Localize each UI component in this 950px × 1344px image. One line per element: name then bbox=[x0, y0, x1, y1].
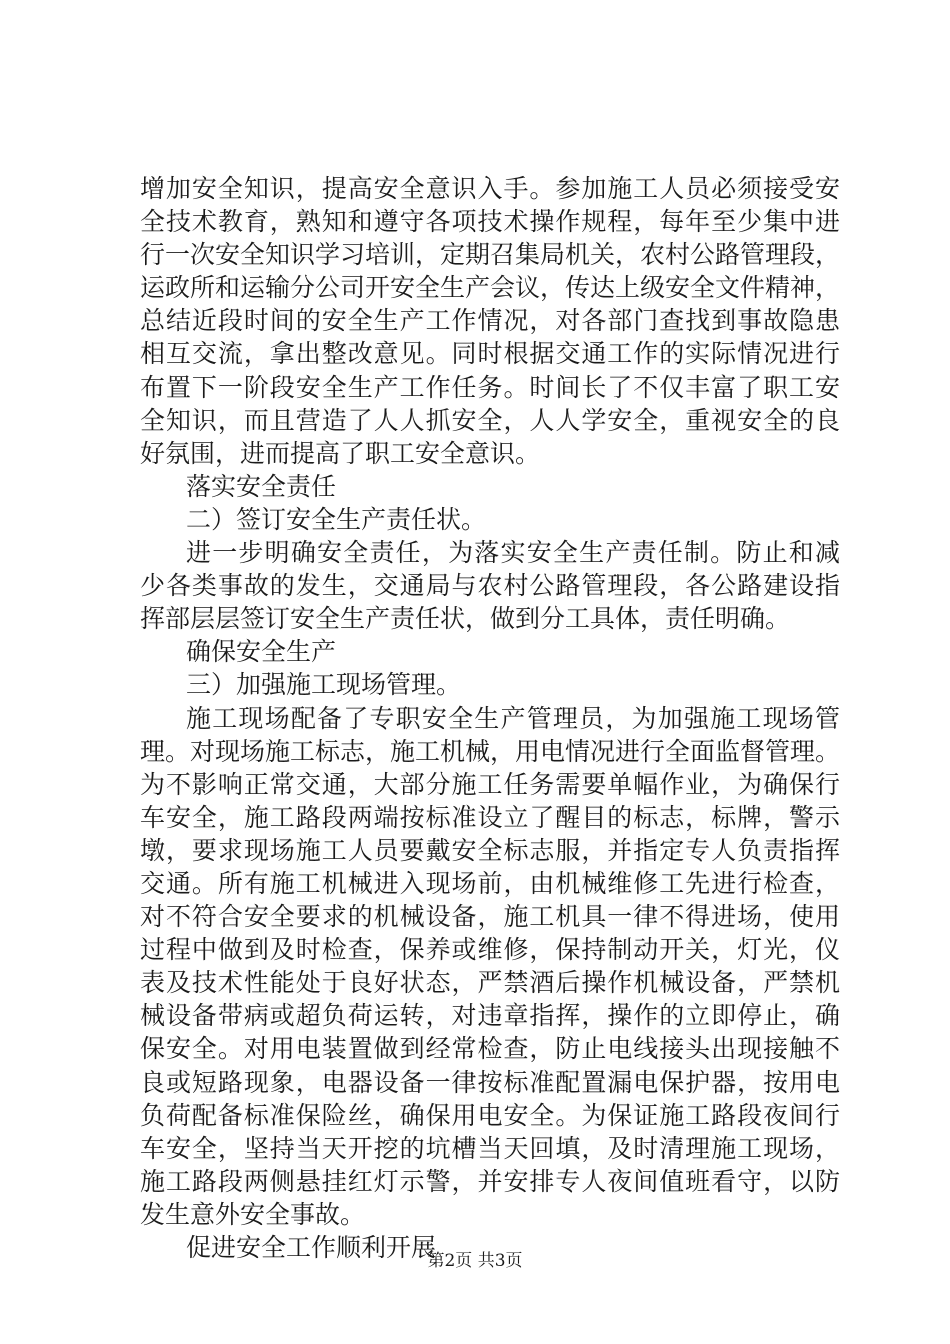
text-line: 理。对现场施工标志，施工机械，用电情况进行全面监督管理。 bbox=[140, 736, 841, 766]
text-line: 运政所和运输分公司开安全生产会议，传达上级安全文件精神， bbox=[140, 273, 841, 303]
text-line: 全知识，而且营造了人人抓安全，人人学安全，重视安全的良 bbox=[140, 405, 840, 435]
text-line: 挥部层层签订安全生产责任状，做到分工具体，责任明确。 bbox=[140, 604, 791, 634]
text-line: 布置下一阶段安全生产工作任务。时间长了不仅丰富了职工安 bbox=[140, 372, 840, 402]
section-subheading: 三）加强施工现场管理。 bbox=[186, 670, 462, 700]
text-line: 行一次安全知识学习培训，定期召集局机关，农村公路管理段， bbox=[140, 240, 841, 270]
text-line: 保安全。对用电装置做到经常检查，防止电线接头出现接触不 bbox=[140, 1034, 840, 1064]
page-footer bbox=[0, 1246, 950, 1271]
text-line: 好氛围，进而提高了职工安全意识。 bbox=[140, 438, 541, 468]
section-heading: 落实安全责任 bbox=[186, 471, 337, 501]
text-line: 械设备带病或超负荷运转，对违章指挥，操作的立即停止，确 bbox=[140, 1001, 840, 1031]
text-line: 施工现场配备了专职安全生产管理员，为加强施工现场管 bbox=[186, 703, 840, 733]
text-line: 全技术教育，熟知和遵守各项技术操作规程，每年至少集中进 bbox=[140, 207, 840, 237]
text-line: 车安全，坚持当天开挖的坑槽当天回填，及时清理施工现场， bbox=[140, 1133, 840, 1163]
text-line: 增加安全知识，提高安全意识入手。参加施工人员必须接受安 bbox=[140, 174, 840, 203]
text-line: 车安全，施工路段两端按标准设立了醒目的标志，标牌，警示 bbox=[140, 802, 840, 832]
text-line: 良或短路现象，电器设备一律按标准配置漏电保护器，按用电 bbox=[140, 1067, 840, 1097]
text-line: 负荷配备标准保险丝，确保用电安全。为保证施工路段夜间行 bbox=[140, 1100, 840, 1130]
text-line: 施工路段两侧悬挂红灯示警，并安排专人夜间值班看守，以防 bbox=[140, 1166, 840, 1196]
section-subheading: 二）签订安全生产责任状。 bbox=[186, 504, 487, 534]
text-line: 发生意外安全事故。 bbox=[140, 1199, 366, 1229]
text-line: 过程中做到及时检查，保养或维修，保持制动开关，灯光，仪 bbox=[140, 935, 840, 965]
text-line: 表及技术性能处于良好状态，严禁酒后操作机械设备，严禁机 bbox=[140, 968, 840, 998]
section-heading: 促进安全工作顺利开展 bbox=[186, 1233, 437, 1262]
text-line: 总结近段时间的安全生产工作情况，对各部门查找到事故隐患 bbox=[140, 306, 840, 336]
text-line: 进一步明确安全责任，为落实安全生产责任制。防止和减 bbox=[186, 538, 840, 568]
document-body bbox=[140, 172, 840, 1264]
section-heading: 确保安全生产 bbox=[186, 637, 337, 667]
text-line: 相互交流，拿出整改意见。同时根据交通工作的实际情况进行 bbox=[140, 339, 840, 369]
text-line: 为不影响正常交通，大部分施工任务需要单幅作业，为确保行 bbox=[140, 769, 840, 799]
text-line: 交通。所有施工机械进入现场前，由机械维修工先进行检查， bbox=[140, 868, 840, 898]
text-line: 墩，要求现场施工人员要戴安全标志服，并指定专人负责指挥 bbox=[140, 835, 840, 865]
text-line: 少各类事故的发生，交通局与农村公路管理段，各公路建设指 bbox=[140, 571, 840, 601]
page-number: 第2页 共3页 bbox=[427, 1251, 523, 1271]
text-line: 对不符合安全要求的机械设备，施工机具一律不得进场，使用 bbox=[140, 902, 840, 932]
